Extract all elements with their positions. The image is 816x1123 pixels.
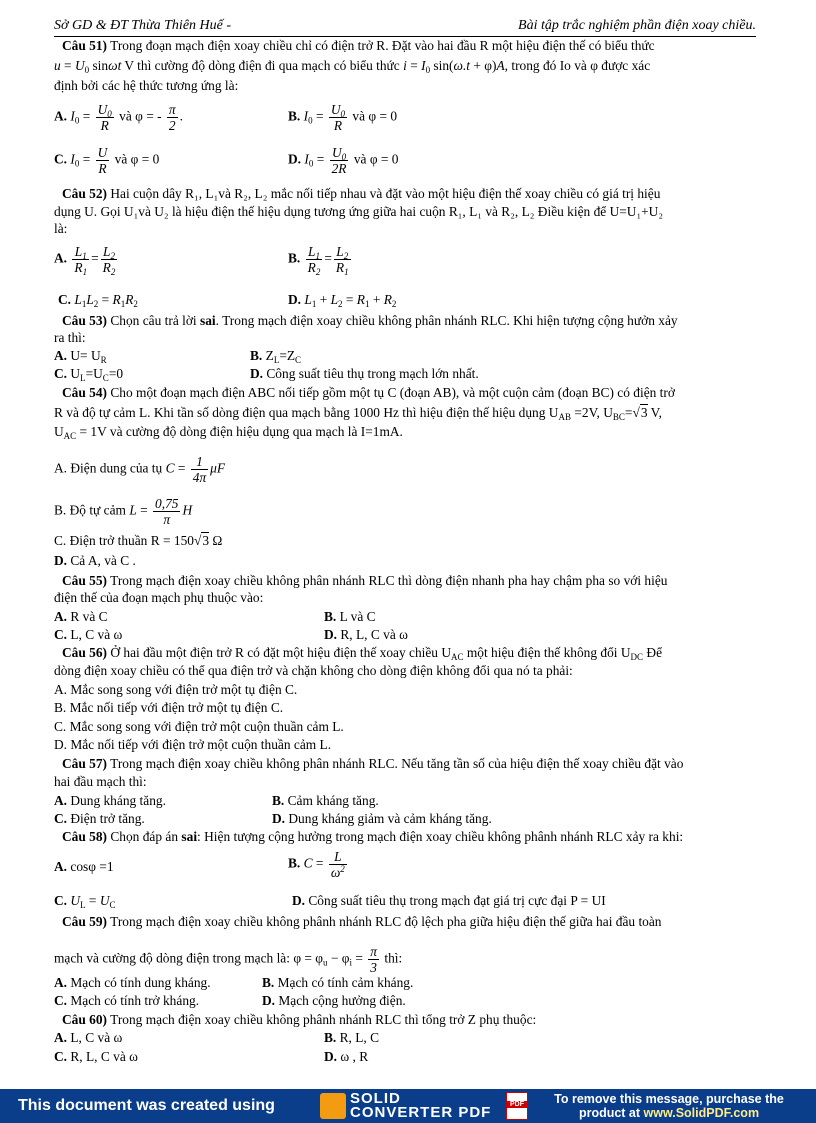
header-right: Bài tập trắc nghiệm phần điện xoay chiều. [518,18,756,33]
q60-line1: Câu 60) Trong mạch điện xoay chiều không phânh nhánh RLC thì tổng trở Z phụ thuộc: [62,1012,537,1027]
q54-line3: $U_{AC} = 1V$ và cường độ dòng điện hiệu dụng qua mạch là I=1mA. [54,424,403,441]
q53-option-b: B. $Z_L=Z_C$ [250,348,302,365]
q51-option-a: A. $I_0$ = $\frac{U_0}{R}$ và φ = - $\frac{\pi}{2}$ . [54,102,183,133]
q53-line2: ra thì: [54,330,86,345]
q54-option-c: C. Điện trở thuần R = 150√3 Ω [54,533,223,548]
q55-option-b: B. L và C [324,609,376,624]
q56-option-c: C. Mắc song song với điện trở một cuộn thuần cảm L. [54,719,344,734]
q55-option-a: A. R và C [54,609,108,624]
q51-line3: định bởi các hệ thức tương ứng là: [54,78,239,93]
q54-option-b: B. Độ tự cảm L = $\frac{0,75}{\pi}$ H [54,496,193,527]
q59-line1: Câu 59) Trong mạch điện xoay chiều không phânh nhánh RLC độ lệch pha giữa hiệu điện thế giữa hai đầu toàn [62,914,662,929]
q55-option-d: D. R, L, C và ω [324,627,408,642]
q60-option-b: B. R, L, C [324,1030,380,1045]
q52-option-b: B. $\frac{L_1}{R_2}$ = $\frac{L_2}{R_1}$ [288,244,349,277]
q51-option-b: B. $I_0$ = $\frac{U_0}{R}$ và φ = 0 [288,102,398,133]
q57-line1: Câu 57) Trong mạch điện xoay chiều không phân nhánh RLC. Nếu tăng tần số của hiệu điện thế xoay chiều đặt vào [62,756,684,771]
q60-option-d: D. ω , R [324,1049,369,1064]
q53-option-d: D. Công suất tiêu thụ trong mạch lớn nhất. [250,366,479,381]
q57-option-c: C. Điện trở tăng. [54,811,145,826]
q59-line2: mạch và cường độ dòng điện trong mạch là: $\varphi = \varphi_u - \varphi_i$ = $\frac{\pi}{3}$ thì: [54,944,403,975]
q51-option-c: C. $I_0$ = $\frac{U}{R}$ và φ = 0 [54,145,160,176]
q57-option-d: D. Dung kháng giảm và cảm kháng tăng. [272,811,492,826]
q52-line1: Câu 52) Hai cuộn dây R₁, L₁và R₂, L₂ mắc nối tiếp nhau và đặt vào một hiệu điện thế xoay chiều có giá trị hiệu [62,186,661,201]
q60-option-c: C. R, L, C và ω [54,1049,138,1064]
q56-option-d: D. Mắc nối tiếp với điện trở một cuộn thuần cảm L. [54,737,332,752]
q54-option-a: A. Điện dung của tụ C = $\frac{1}{4\pi}$ μF [54,454,226,485]
banner-purchase-link[interactable]: To remove this message, purchase the product at www.SolidPDF.com [554,1092,784,1120]
banner-created-text: This document was created using [18,1097,275,1114]
q52-option-d: D. $L_1 + L_2 = R_1 + R_2$ [288,292,397,309]
q56-line2: dòng điện xoay chiều có thể qua điện trở và chặn không cho dòng điện không đổi qua nó ta phải: [54,663,573,678]
q56-option-a: A. Mắc song song với điện trở một tụ điện C. [54,682,298,697]
q51-line2: $u = U_0$ sinωt V thì cường độ dòng điện đi qua mạch có biểu thức $i = I_0$ sin(ω.t + φ)A, trong đó Io và φ được xác [54,58,651,75]
banner-brand: SOLID CONVERTER PDF [350,1090,492,1121]
solid-logo-icon [320,1093,346,1119]
q55-option-c: C. L, C và ω [54,627,123,642]
q58-option-b: B. C = $\frac{L}{\omega^2}$ [288,849,345,880]
q59-option-a: A. Mạch có tính dung kháng. [54,975,211,990]
q58-line1: Câu 58) Chọn đáp án sai: Hiện tượng cộng hưởng trong mạch điện xoay chiều không phânh nhánh RLC xảy ra khi: [62,829,684,844]
q59-option-b: B. Mạch có tính cảm kháng. [262,975,414,990]
q60-option-a: A. L, C và ω [54,1030,123,1045]
page-header [54,18,756,37]
q52-option-a: A. $\frac{L_1}{R_1}$ = $\frac{L_2}{R_2}$ [54,244,116,277]
q54-line1: Câu 54) Cho một đoạn mạch điện ABC nối tiếp gồm một tụ C (đoạn AB), và một cuộn cảm (đoạn BC) có điện trở [62,385,675,400]
q52-line3: là: [54,221,68,236]
q58-option-a: A. cosφ =1 [54,859,114,874]
q51-option-d: D. $I_0$ = $\frac{U_0}{2R}$ và φ = 0 [288,145,399,176]
pdf-file-icon: PDF [506,1092,528,1120]
watermark-banner [0,1089,816,1123]
q57-option-a: A. Dung kháng tăng. [54,793,166,808]
q55-line2: điện thế của đoạn mạch phụ thuộc vào: [54,590,264,605]
q51-line1: Câu 51) Trong đoạn mạch điện xoay chiều chỉ có điện trở R. Đặt vào hai đầu R một hiệu điện thế có biểu thức [62,38,655,53]
q55-line1: Câu 55) Trong mạch điện xoay chiều không phân nhánh RLC thì dòng điện nhanh pha hay chậm pha so với hiệu [62,573,668,588]
q53-option-c: C. $U_L=U_C=0$ [54,366,124,383]
q57-line2: hai đầu mạch thì: [54,774,147,789]
q56-option-b: B. Mắc nối tiếp với điện trở một tụ điện C. [54,700,284,715]
q53-option-a: A. $U= U_R$ [54,348,107,365]
header-left: Sở GD & ĐT Thừa Thiên Huế - [54,18,232,33]
q58-option-c: C. $U_L = U_C$ [54,893,116,910]
q52-option-c: C. $L_1L_2 = R_1R_2$ [58,292,138,309]
q54-line2: R và độ tự cảm L. Khi tần số dòng điện qua mạch bằng 1000 Hz thì hiệu điện thế hiệu dụng $U_{AB} =2V$, $U_{BC}=√3$ V, [54,405,662,422]
q54-option-d: D. Cả A, và C . [54,553,136,568]
q52-line2: dụng U. Gọi U₁và U₂ là hiệu điện thế hiệu dụng tương ứng giữa hai cuộn R₁, L₁ và R₂, L₂ Điều kiện để U=U₁+U₂ [54,204,664,219]
q59-option-c: C. Mạch có tính trở kháng. [54,993,200,1008]
q59-option-d: D. Mạch cộng hưởng điện. [262,993,406,1008]
q56-line1: Câu 56) Ở hai đầu một điện trở R có đặt một hiệu điện thế xoay chiều $U_{AC}$ một hiệu điện thế không đổi $U_{DC}$ Để [62,645,663,662]
q58-option-d: D. Công suất tiêu thụ trong mạch đạt giá trị cực đại P = UI [292,893,606,908]
q57-option-b: B. Cảm kháng tăng. [272,793,379,808]
q53-line1: Câu 53) Chọn câu trả lời sai. Trong mạch điện xoay chiều không phân nhánh RLC. Khi hiện tượng cộng hưởn xảy [62,313,678,328]
